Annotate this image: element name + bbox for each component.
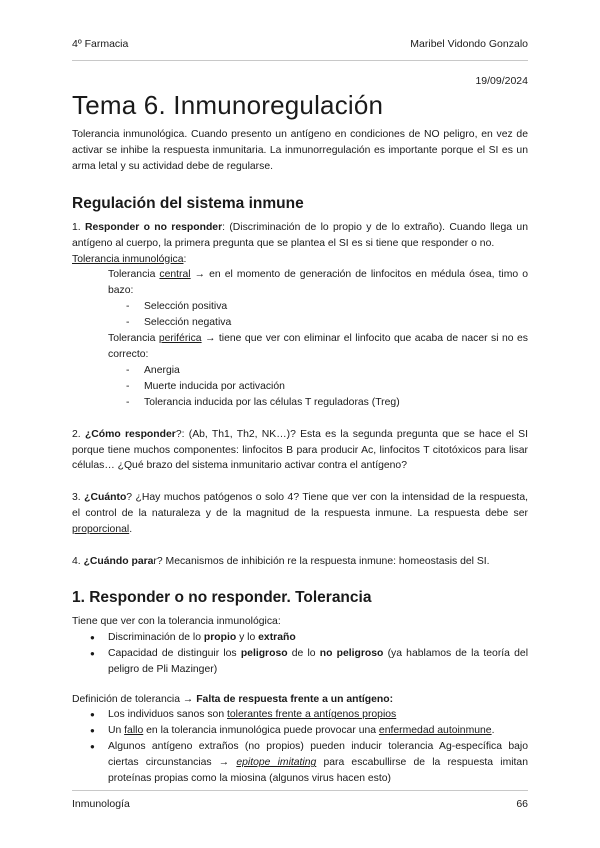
list-item: - Selección positiva: [126, 299, 528, 315]
q3-number: 3.: [72, 492, 85, 504]
d2-mid: en la tolerancia inmunológica puede provocar una: [143, 725, 379, 737]
header-course: 4º Farmacia: [72, 38, 129, 50]
page-header: [72, 38, 528, 52]
q4-number: 4.: [72, 556, 84, 568]
tolerance-list: [72, 630, 528, 678]
question-4: [72, 554, 528, 570]
question-1: [72, 220, 528, 252]
item1-mid: y lo: [236, 631, 259, 643]
tolerance-label-line: [72, 252, 528, 268]
item1-bold-2: extraño: [258, 631, 296, 643]
tolerance-intro: Tiene que ver con la tolerancia inmunológica:: [72, 615, 281, 627]
list-item: - Anergia: [126, 363, 528, 379]
date-label: 19/09/2024: [475, 75, 528, 87]
central-list: [72, 299, 528, 331]
document-body: [72, 127, 528, 787]
definition-list: [72, 707, 528, 787]
page-number: 66: [516, 798, 528, 810]
page-title: Tema 6. Inmunoregulación: [72, 90, 384, 120]
list-item: [90, 739, 528, 787]
item2-mid: de lo: [287, 647, 320, 659]
definition-pre: Definición de tolerancia →: [72, 693, 197, 705]
footer-divider: [72, 790, 528, 791]
d3-pre: Algunos antígeno extraños (no propios) pueden inducir tolerancia Ag-específica bajo ciertas circunstancias →: [108, 741, 528, 769]
q1-text: : (Discriminación de lo propio y de lo extraño). Cuando llega un antígeno al cuerpo, la primera pregunta que se plantea el SI es si tiene que responder o no.: [72, 221, 528, 249]
peripheral-tolerance: [72, 331, 528, 363]
central-term: central: [159, 269, 191, 281]
q2-text: ?: (Ab, Th1, Th2, NK…)? Esta es la segunda pregunta que se hace el SI porque tiene muchos componentes: linfocitos B para producir Ac, linfocitos T citotóxicos para lisar células… ¿Qué brazo del sistema inmunitario activar contra el antígeno?: [72, 428, 528, 472]
d2-pre: Un: [108, 725, 125, 737]
item2-post: (ya hablamos de la teoría del peligro de Pli Mazinger): [108, 647, 529, 675]
definition-line: [72, 692, 528, 708]
section-heading-tolerance: 1. Responder o no responder. Tolerancia: [72, 588, 372, 606]
peripheral-list: [72, 363, 528, 411]
list-item: [90, 723, 528, 739]
d3-post: para escabullirse de la respuesta imitan proteínas propias como la miosina (algunos virus hacen esto): [108, 757, 528, 785]
q3-bold: ¿Cuánto: [84, 492, 127, 504]
central-post: → en el momento de generación de linfocitos en médula ósea, timo o bazo:: [108, 269, 528, 297]
d1-pre: Los individuos sanos son: [108, 709, 227, 721]
footer-subject: Inmunología: [72, 798, 130, 810]
peripheral-term: periférica: [158, 333, 202, 345]
central-tolerance: [72, 267, 528, 299]
central-pre: Tolerancia: [108, 269, 160, 281]
d3-italic-underline: epitope imitating: [236, 757, 317, 769]
item1-pre: Discriminación de lo: [108, 631, 204, 643]
tolerance-colon: :: [183, 253, 187, 265]
q2-bold: ¿Cómo responder: [84, 428, 176, 440]
list-item: - Muerte inducida por activación: [126, 379, 528, 395]
list-item: [90, 646, 528, 678]
list-item: [90, 630, 528, 646]
header-divider: [72, 60, 528, 61]
q4-bold: ¿Cuándo para: [83, 556, 154, 568]
peripheral-post: → tiene que ver con eliminar el linfocito que acaba de nacer si no es correcto:: [108, 333, 528, 360]
peripheral-pre: Tolerancia: [108, 333, 159, 345]
section-heading-regulation: Regulación del sistema inmune: [72, 194, 304, 212]
q3-underline: proporcional: [72, 524, 130, 536]
question-3: [72, 490, 528, 538]
d2-underline-1: fallo: [124, 725, 144, 737]
list-item: - Selección negativa: [126, 315, 528, 331]
item2-bold-2: no peligroso: [319, 647, 384, 659]
q3-end: .: [129, 524, 133, 536]
d2-underline-2: enfermedad autoinmune: [378, 725, 492, 737]
q1-number: 1.: [72, 221, 85, 233]
q3-text: ? ¿Hay muchos patógenos o solo 4? Tiene que ver con la intensidad de la respuesta, el control de la naturaleza y de la magnitud de la respuesta inmune. La respuesta debe ser: [72, 492, 528, 520]
d2-end: .: [491, 725, 495, 737]
q1-bold: Responder o no responder: [85, 221, 223, 233]
q2-number: 2.: [72, 428, 85, 440]
item2-bold-1: peligroso: [240, 647, 288, 659]
tolerance-label: Tolerancia inmunológica: [72, 253, 184, 265]
d1-underline: tolerantes frente a antígenos propios: [227, 709, 397, 721]
question-2: [72, 427, 528, 475]
header-author: Maribel Vidondo Gonzalo: [410, 38, 528, 50]
q4-text: r? Mecanismos de inhibición re la respuesta inmune: homeostasis del SI.: [153, 556, 490, 568]
item1-bold-1: propio: [203, 631, 237, 643]
intro-paragraph: Tolerancia inmunológica. Cuando presento un antígeno en condiciones de NO peligro, en vez de activar se inhibe la respuesta inmunitaria. La inmunorregulación es importante porque el SI es un arma letal y su actividad debe de regularse.: [72, 129, 528, 172]
list-item: - Tolerancia inducida por las células T reguladoras (Treg): [126, 395, 528, 411]
list-item: [90, 707, 528, 723]
definition-bold: Falta de respuesta frente a un antígeno:: [196, 693, 394, 705]
item2-pre: Capacidad de distinguir los: [108, 647, 241, 659]
